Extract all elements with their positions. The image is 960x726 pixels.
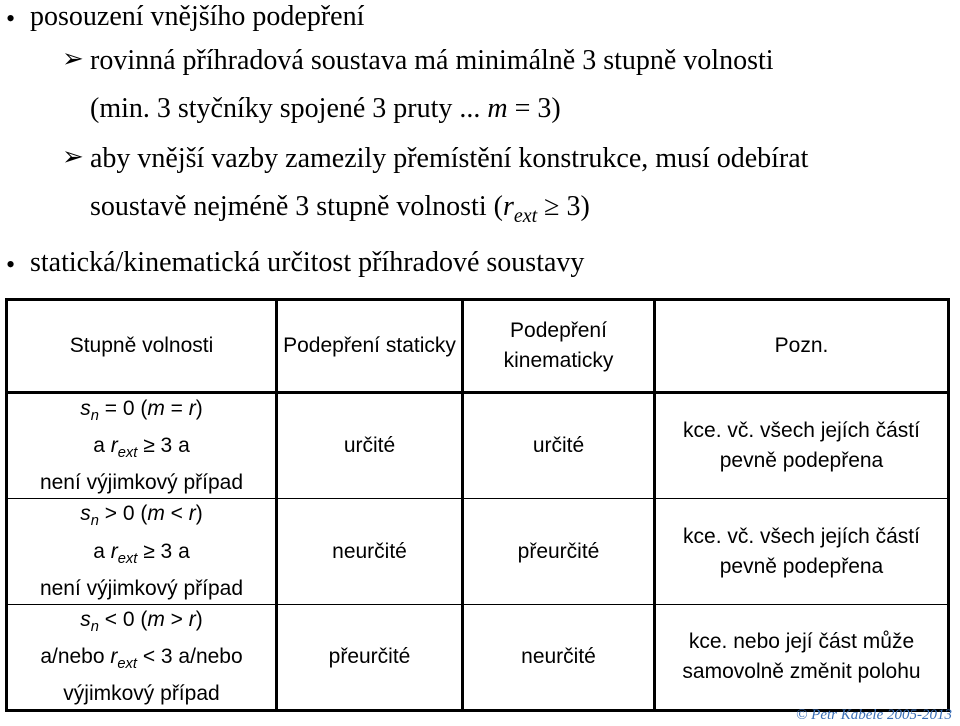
condition-cell: $s_n > 0$ (m < r) a $r_{ext} \ge 3$ a není výjimkový případ <box>7 499 277 604</box>
static-cell: neurčité <box>277 499 463 604</box>
determinacy-table <box>5 298 950 712</box>
subitem-1-line-2: (min. 3 styčníky spojené 3 pruty ... m = 3) <box>90 93 561 124</box>
arrow-bullet-icon: ➢ <box>62 44 84 73</box>
static-cell: určité <box>277 393 463 499</box>
table-row <box>7 499 949 604</box>
subitem-2-line-1: aby vnější vazby zamezily přemístění konstrukce, musí odebírat <box>90 143 809 174</box>
header-degrees-of-freedom: Stupně volnosti <box>7 300 277 393</box>
subitem-1-line-1: rovinná příhradová soustava má minimálně 3 stupně volnosti <box>90 45 774 76</box>
note-cell: kce. nebo její část může samovolně změnit polohu <box>655 604 949 710</box>
arrow-bullet-icon: ➢ <box>62 142 84 171</box>
bullet-heading-2: statická/kinematická určitost příhradové soustavy <box>30 247 585 278</box>
note-cell: kce. vč. všech jejích částí pevně podepřena <box>655 499 949 604</box>
table-row <box>7 393 949 499</box>
header-kinematic-support: Podepření kinematicky <box>463 300 655 393</box>
header-note: Pozn. <box>655 300 949 393</box>
static-cell: přeurčité <box>277 604 463 710</box>
table-row <box>7 604 949 710</box>
bullet-icon: • <box>6 4 16 33</box>
bullet-heading-1: posouzení vnějšího podepření <box>30 1 365 32</box>
subitem-2-line-2: soustavě nejméně 3 stupně volnosti $(r_{ext} \ge 3)$ <box>90 191 590 227</box>
kinematic-cell: neurčité <box>463 604 655 710</box>
copyright-footer: © Petr Kabele 2005-2013 <box>796 707 952 723</box>
condition-cell: $s_n = 0$ (m = r) a $r_{ext} \ge 3$ a není výjimkový případ <box>7 393 277 499</box>
header-static-support: Podepření staticky <box>277 300 463 393</box>
condition-cell: $s_n < 0$ (m > r) a/nebo $r_{ext} < 3$ a/nebo výjimkový případ <box>7 604 277 710</box>
kinematic-cell: přeurčité <box>463 499 655 604</box>
kinematic-cell: určité <box>463 393 655 499</box>
table-header-row <box>7 300 949 393</box>
note-cell: kce. vč. všech jejích částí pevně podepřena <box>655 393 949 499</box>
bullet-icon: • <box>6 250 16 279</box>
